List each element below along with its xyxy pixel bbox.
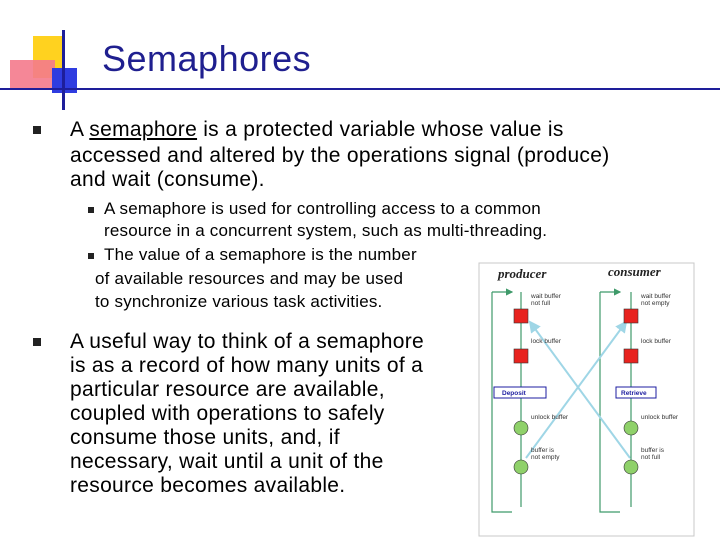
point-2-line-7: resource becomes available.: [70, 474, 346, 497]
point-1-line-1: [70, 118, 564, 142]
producer-consumer-diagram: [478, 262, 695, 537]
point-2-line-2: is as a record of how many units of a: [70, 354, 424, 377]
sub-1-line-1: A semaphore is used for controlling access to a common: [104, 199, 541, 218]
point-1-prefix: A: [70, 118, 90, 141]
sub-2-line-3: to synchronize various task activities.: [95, 292, 383, 311]
retrieve-label: Retrieve: [621, 390, 647, 397]
producer-lock-label: lock buffer: [531, 338, 561, 345]
point-1-line-2: accessed and altered by the operations signal (produce): [70, 144, 610, 167]
title-divider: [0, 88, 720, 90]
point-2-line-5: consume those units, and, if: [70, 426, 340, 449]
consumer-wait-label: wait buffer not empty: [641, 293, 671, 307]
point-1-line-3: and wait (consume).: [70, 168, 265, 191]
producer-unlock-node: [514, 421, 528, 435]
semaphore-term: semaphore: [89, 118, 198, 141]
sub-1-line-2: resource in a concurrent system, such as multi-threading.: [104, 221, 548, 240]
sub-bullet-square-icon: [88, 253, 94, 259]
point-2-line-3: particular resource are available,: [70, 378, 385, 401]
consumer-lock-label: lock buffer: [641, 338, 671, 345]
point-2-line-1: A useful way to think of a semaphore: [70, 330, 424, 353]
producer-signal-label: buffer is not empty: [531, 447, 560, 461]
deposit-label: Deposit: [502, 390, 526, 397]
point-1-suffix: is a protected variable whose value is: [197, 118, 564, 141]
bullet-square-icon: [33, 338, 41, 346]
pink-square: [10, 60, 55, 90]
producer-unlock-label: unlock buffer: [531, 414, 569, 421]
consumer-unlock-node: [624, 421, 638, 435]
producer-label: producer: [498, 266, 547, 281]
consumer-lock-node: [624, 349, 638, 363]
bullet-square-icon: [33, 126, 41, 134]
producer-wait-label: wait buffer not full: [531, 293, 561, 307]
consumer-wait-node: [624, 309, 638, 323]
sub-2-line-2: of available resources and may be used: [95, 269, 404, 288]
sub-bullet-square-icon: [88, 207, 94, 213]
consumer-signal-node: [624, 460, 638, 474]
point-2-line-6: necessary, wait until a unit of the: [70, 450, 384, 473]
logo-vertical-line: [62, 30, 65, 110]
consumer-signal-label: buffer is not full: [641, 447, 665, 461]
producer-wait-node: [514, 309, 528, 323]
producer-signal-node: [514, 460, 528, 474]
point-2-line-4: coupled with operations to safely: [70, 402, 385, 425]
producer-lock-node: [514, 349, 528, 363]
slide-title: Semaphores: [102, 38, 312, 79]
consumer-label: consumer: [608, 264, 661, 279]
consumer-unlock-label: unlock buffer: [641, 414, 679, 421]
sub-2-line-1: The value of a semaphore is the number: [104, 245, 417, 264]
